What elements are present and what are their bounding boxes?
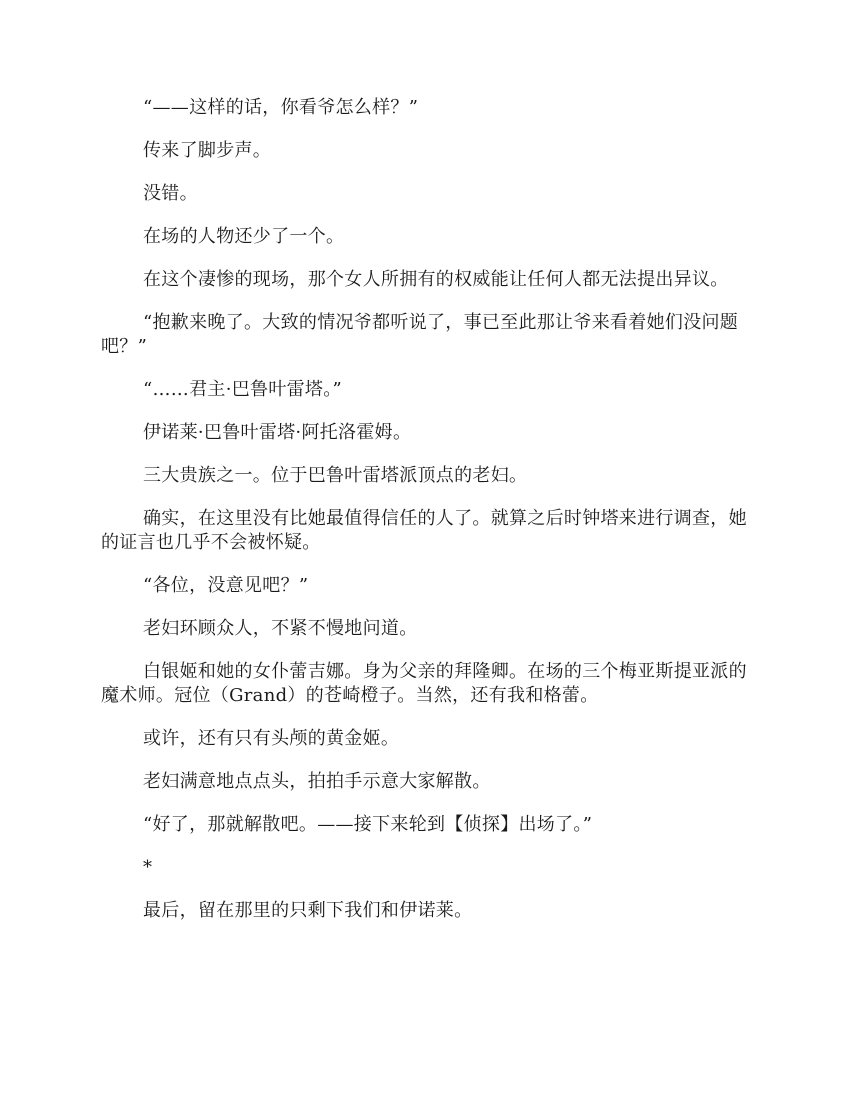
paragraph: 老妇满意地点点头，拍拍手示意大家解散。 (143, 771, 491, 792)
paragraph: 传来了脚步声。 (143, 140, 272, 161)
document-page (101, 96, 751, 942)
paragraph: 没错。 (143, 183, 198, 204)
paragraph: 最后，留在那里的只剩下我们和伊诺莱。 (143, 900, 473, 921)
paragraph: “好了，那就解散吧。——接下来轮到【侦探】出场了。” (143, 814, 593, 835)
paragraph: 白银姬和她的女仆蕾吉娜。身为父亲的拜隆卿。在场的三个梅亚斯提亚派的魔术师。冠位（Grand）的苍崎橙子。当然，还有我和格蕾。 (101, 661, 747, 706)
paragraph: 或许，还有只有头颅的黄金姬。 (143, 728, 400, 749)
paragraph: 老妇环顾众人，不紧不慢地问道。 (143, 618, 418, 639)
section-break: * (143, 857, 153, 878)
paragraph: “抱歉来晚了。大致的情况爷都听说了，事已至此那让爷来看着她们没问题吧？” (101, 312, 739, 357)
paragraph: “各位，没意见吧？” (143, 575, 309, 596)
paragraph: 在场的人物还少了一个。 (143, 226, 345, 247)
paragraph: 三大贵族之一。位于巴鲁叶雷塔派顶点的老妇。 (143, 465, 528, 486)
paragraph: 确实，在这里没有比她最值得信任的人了。就算之后时钟塔来进行调查，她的证言也几乎不会被怀疑。 (101, 508, 747, 553)
paragraph: “……君主·巴鲁叶雷塔。” (143, 379, 343, 400)
paragraph: 在这个凄惨的现场，那个女人所拥有的权威能让任何人都无法提出异议。 (143, 269, 729, 290)
paragraph: “——这样的话，你看爷怎么样？” (143, 97, 419, 118)
paragraph: 伊诺莱·巴鲁叶雷塔·阿托洛霍姆。 (143, 422, 412, 443)
